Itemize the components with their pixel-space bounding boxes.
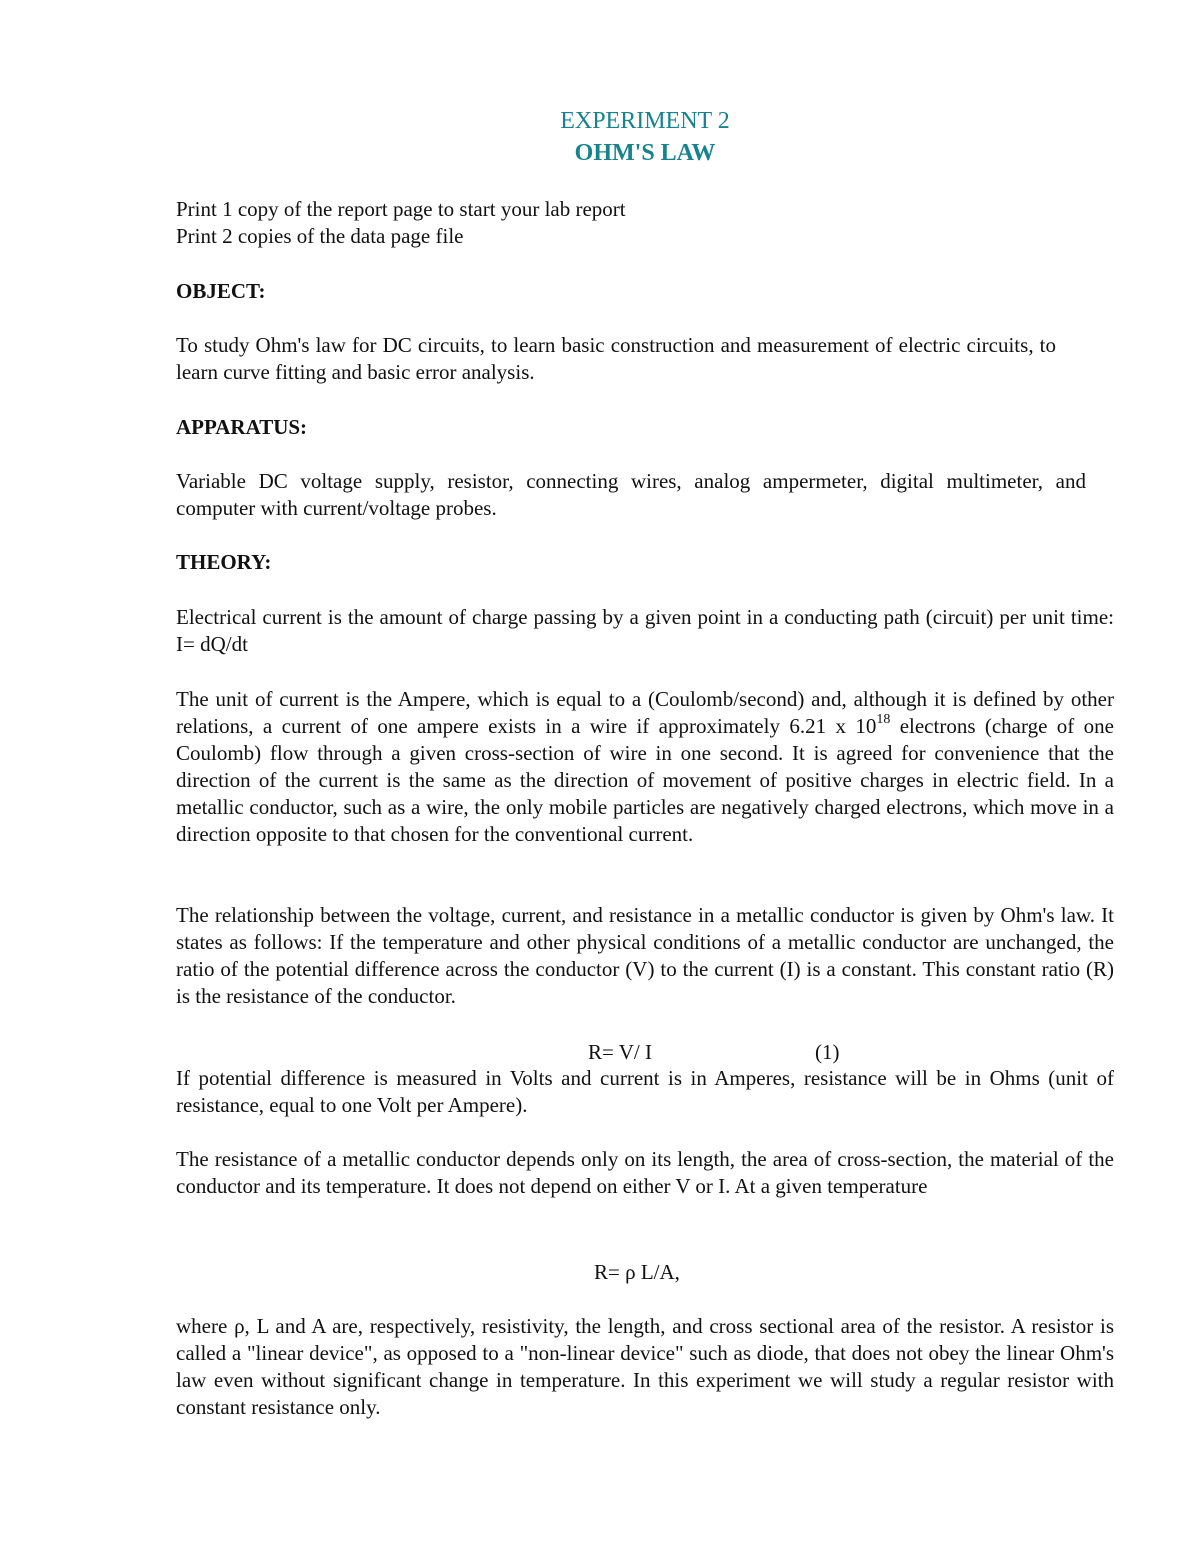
instruction-line-1: Print 1 copy of the report page to start your lab report	[176, 197, 626, 221]
theory-paragraph-1: Electrical current is the amount of charge passing by a given point in a conducting path (circuit) per unit time: I= dQ/dt	[176, 605, 1114, 656]
equation-ohms-law: R= V/ I	[588, 1040, 652, 1064]
print-instructions	[176, 196, 1114, 250]
exponent: 18	[876, 712, 891, 727]
instruction-line-2: Print 2 copies of the data page file	[176, 224, 464, 248]
theory-paragraph-2-start: The unit of current is the Ampere, which is equal to a (Coulomb/second) and, although it is defined by other relations, a current of one ampere exists in a wire if approximately 6.21 x 10	[176, 687, 1114, 738]
theory-paragraph-5: The resistance of a metallic conductor depends only on its length, the area of cross-section, the material of the conductor and its temperature. It does not depend on either V or I. At a given temperature	[176, 1147, 1114, 1198]
object-heading: OBJECT:	[176, 279, 266, 303]
theory-paragraph-3: The relationship between the voltage, current, and resistance in a metallic conductor is given by Ohm's law. It states as follows: If the temperature and other physical conditions of a metallic conductor are unchanged, the ratio of the potential difference across the conductor (V) to the current (I) is a constant. This constant ratio (R) is the resistance of the conductor.	[176, 903, 1114, 1008]
experiment-title: EXPERIMENT 2	[560, 108, 730, 134]
object-paragraph: To study Ohm's law for DC circuits, to learn basic construction and measurement of electric circuits, to learn curve fitting and basic error analysis.	[176, 333, 1056, 384]
equation-number: (1)	[815, 1040, 840, 1064]
theory-heading: THEORY:	[176, 550, 272, 574]
theory-paragraph-2-end: electrons (charge of one Coulomb) flow through a given cross-section of wire in one second. It is agreed for convenience that the direction of the current is the same as the direction of movement of positive charges in electric field. In a metallic conductor, such as a wire, the only mobile particles are negatively charged electrons, which move in a direction opposite to that chosen for the conventional current.	[176, 714, 1114, 846]
theory-paragraph-6: where ρ, L and A are, respectively, resistivity, the length, and cross sectional area of the resistor. A resistor is called a "linear device", as opposed to a "non-linear device" such as diode, that does not obey the linear Ohm's law even without significant change in temperature. In this experiment we will study a regular resistor with constant resistance only.	[176, 1314, 1114, 1419]
apparatus-heading: APPARATUS:	[176, 415, 308, 439]
apparatus-paragraph: Variable DC voltage supply, resistor, connecting wires, analog ampermeter, digital multimeter, and computer with current/voltage probes.	[176, 469, 1086, 520]
theory-paragraph-4: If potential difference is measured in Volts and current is in Amperes, resistance will be in Ohms (unit of resistance, equal to one Volt per Ampere).	[176, 1066, 1114, 1117]
experiment-subtitle: OHM'S LAW	[574, 140, 716, 166]
theory-paragraph-2	[176, 686, 1114, 848]
equation-resistivity: R= ρ L/A,	[594, 1260, 680, 1284]
